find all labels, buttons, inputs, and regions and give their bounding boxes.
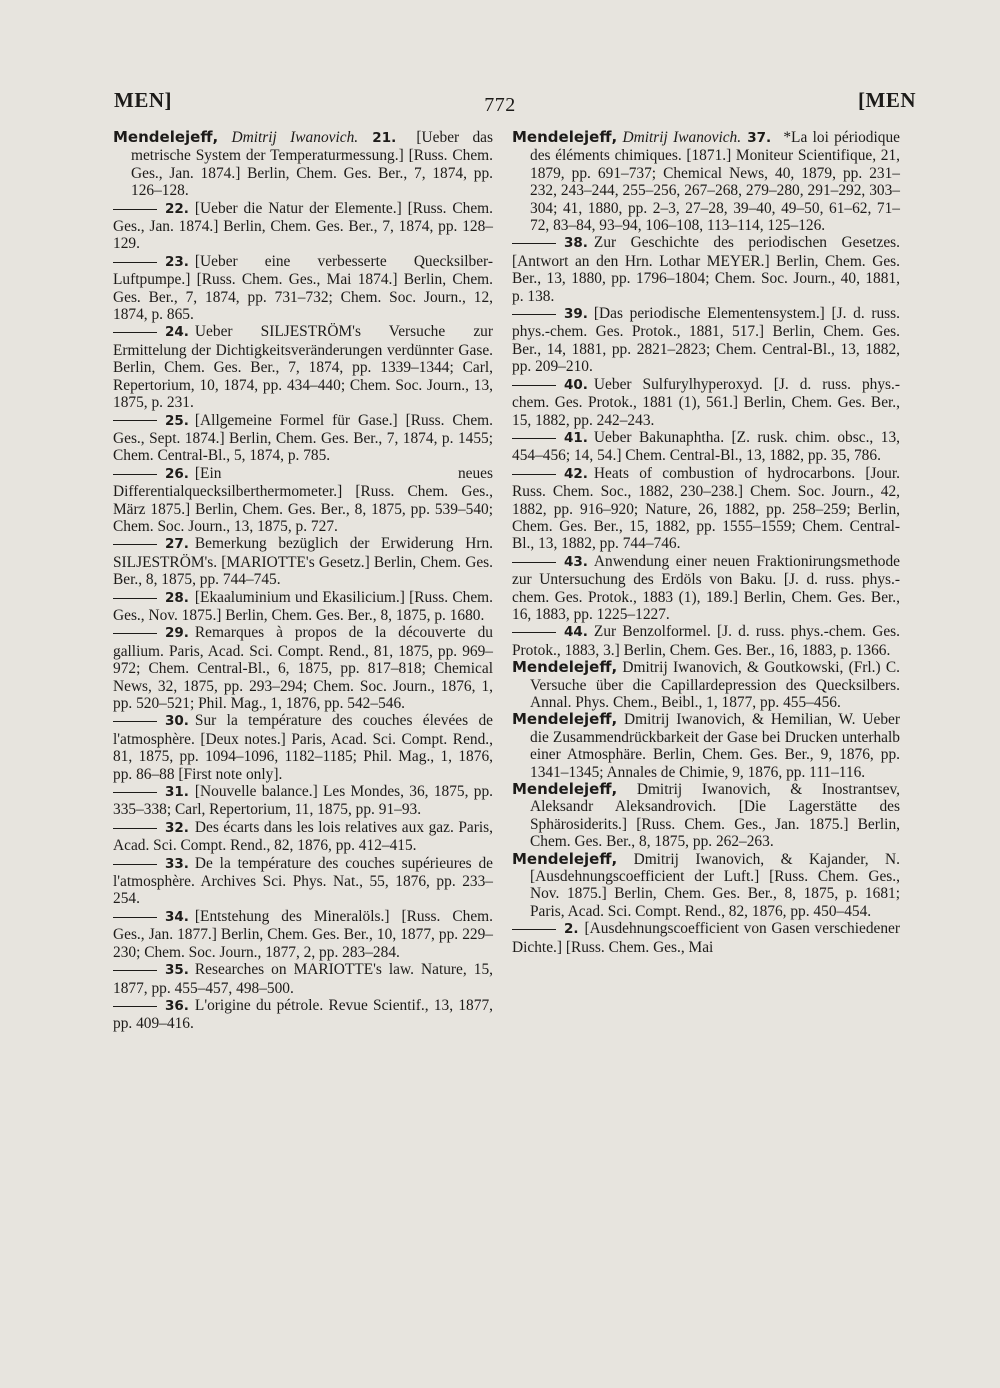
bibliography-entry xyxy=(512,429,900,465)
entry-text: [Allgemeine Formel für Gase.] [Russ. Chem. Ges., Sept. 1874.] Berlin, Chem. Ges. Ber., 7, 1874, p. 1455; Chem. Central-Bl., 5, 1874, p. 785. xyxy=(113,411,493,465)
bibliography-entry xyxy=(113,465,493,536)
entry-text: Anwendung einer neuen Fraktionirungsmethode zur Untersuchung des Erdöls von Baku. [J. d. russ. phys.-chem. Ges. Protok., 1883 (1), 189.] Berlin, Chem. Ges. Ber., 16, 1883, pp. 1225–1227. xyxy=(512,552,900,623)
entry-text: Dmitrij Iwanovich, & Goutkowski, (Frl.) C. Versuche über die Capillardepression des Quecksilbers. Annal. Phys. Chem., Beibl., 1, 1877, pp. 455–456. xyxy=(530,659,900,711)
entry-author: Mendelejeff, xyxy=(512,849,618,868)
bibliography-entry xyxy=(113,535,493,588)
bibliography-entry xyxy=(113,712,493,783)
entry-author: Mendelejeff, xyxy=(113,128,219,146)
entry-text: [Ekaaluminium und Ekasilicium.] [Russ. Chem. Ges., Nov. 1875.] Berlin, Chem. Ges. Ber., 8, 1875, p. 1680. xyxy=(113,588,493,624)
entry-text: [Das periodische Elementensystem.] [J. d. russ. phys.-chem. Ges. Protok., 1881, 517.] Berlin, Chem. Ges. Ber., 14, 1881, pp. 2821–2823; Chem. Central-Bl., 13, 1882, pp. 209–210. xyxy=(512,305,900,376)
ditto-dash xyxy=(113,633,157,634)
bibliography-entry xyxy=(512,376,900,429)
bibliography-entry xyxy=(113,819,493,855)
bibliography-entry xyxy=(512,129,900,234)
ditto-dash xyxy=(113,262,157,263)
entry-text: Remarques à propos de la découverte du gallium. Paris, Acad. Sci. Compt. Rend., 81, 1875, pp. 969–972; Chem. Central-Bl., 6, 1875, pp. 817–818; Chemical News, 32, 1875, pp. 293–294; Chem. Soc. Journ., 1876, 1, pp. 520–521; Phil. Mag., 1, 1876, pp. 542–546. xyxy=(113,624,493,712)
bibliography-entry xyxy=(113,961,493,997)
ditto-dash xyxy=(113,598,157,599)
ditto-dash xyxy=(512,562,556,563)
ditto-dash xyxy=(512,474,556,475)
entry-text: Ueber Sulfurylhyperoxyd. [J. d. russ. phys.-chem. Ges. Protok., 1881 (1), 561.] Berlin, Chem. Ges. Ber., 15, 1882, pp. 242–243. xyxy=(512,375,900,429)
bibliography-entry xyxy=(113,129,493,200)
entry-body: [Ueber das metrische System der Temperaturmessung.] [Russ. Chem. Ges., Jan. 1874.] Berlin, Chem. Ges. Ber., 7, 1874, pp. 126–128. xyxy=(131,129,493,200)
entry-number: 27. xyxy=(165,536,189,553)
ditto-dash xyxy=(512,632,556,633)
ditto-dash xyxy=(512,243,556,244)
entry-number: 32. xyxy=(165,819,189,836)
entry-text: Dmitrij Iwanovich, & Inostrantsev, Aleksandr Aleksandrovich. [Die Lagerstätte des Sphärosiderits.] [Russ. Chem. Ges., Jan. 1875.] Berlin, Chem. Ges. Ber., 8, 1875, pp. 262–263. xyxy=(530,781,900,851)
entry-number: 43. xyxy=(564,553,588,570)
bibliography-entry xyxy=(512,553,900,624)
entry-text: Researches on MARIOTTE's law. Nature, 15, 1877, pp. 455–457, 498–500. xyxy=(113,961,493,997)
entry-number: 37. xyxy=(741,130,778,146)
entry-number: 22. xyxy=(165,200,189,217)
bibliography-entry xyxy=(113,997,493,1033)
ditto-dash xyxy=(113,474,157,475)
bibliography-entry xyxy=(512,711,900,781)
ditto-dash xyxy=(113,1006,157,1007)
running-head-left: MEN] xyxy=(114,88,172,112)
entry-number: 38. xyxy=(564,235,588,252)
bibliography-entry xyxy=(512,781,900,851)
entry-number: 2. xyxy=(564,921,579,938)
entry-number: 29. xyxy=(165,625,189,642)
entry-author-names: Dmitrij Iwanovich. xyxy=(617,129,742,146)
entry-number: 23. xyxy=(165,253,189,270)
entry-number: 25. xyxy=(165,412,189,429)
entry-number: 24. xyxy=(165,324,189,341)
entry-author: Mendelejeff, xyxy=(512,128,618,146)
entry-text: [Ueber die Natur der Elemente.] [Russ. Chem. Ges., Jan. 1874.] Berlin, Chem. Ges. Ber., 7, 1874, pp. 128–129. xyxy=(113,199,493,253)
entry-number: 41. xyxy=(564,429,588,446)
entry-text: [Ein neues Differentialquecksilberthermometer.] [Russ. Chem. Ges., März 1875.] Berlin, Chem. Ges. Ber., 8, 1875, pp. 539–540; Chem. Soc. Journ., 13, 1875, p. 727. xyxy=(113,464,493,535)
ditto-dash xyxy=(113,721,157,722)
entry-number: 36. xyxy=(165,997,189,1014)
entry-text: [Ueber eine verbesserte Quecksilber-Luftpumpe.] [Russ. Chem. Ges., Mai 1874.] Berlin, Chem. Ges. Ber., 7, 1874, pp. 731–732; Chem. Soc. Journ., 12, 1874, p. 865. xyxy=(113,252,493,324)
ditto-dash xyxy=(512,438,556,439)
ditto-dash xyxy=(113,970,157,971)
bibliography-entry xyxy=(113,412,493,465)
entry-text: Ueber Bakunaphtha. [Z. rusk. chim. obsc., 13, 454–456; 14, 54.] Chem. Central-Bl., 13, 1882, pp. 35, 786. xyxy=(512,428,900,465)
entry-text: Dmitrij Iwanovich, & Kajander, N. [Ausdehnungscoefficient der Luft.] [Russ. Chem. Ges., Nov. 1875.] Berlin, Chem. Ges. Ber., 8, 1875, p. 1681; Paris, Acad. Sci. Compt. Rend., 82, 1876, pp. 450–454. xyxy=(530,850,900,920)
entry-number: 34. xyxy=(165,908,189,925)
entry-text: L'origine du pétrole. Revue Scientif., 13, 1877, pp. 409–416. xyxy=(113,996,493,1033)
entry-author: Mendelejeff, xyxy=(512,710,618,729)
entry-number: 44. xyxy=(564,624,588,641)
entry-text: Ueber SILJESTRÖM's Versuche zur Ermittelung der Dichtigkeitsveränderungen verdünnter Gase. Berlin, Chem. Ges. Ber., 7, 1874, pp. 1339–1344; Carl, Repertorium, 10, 1874, pp. 434–440; Chem. Soc. Journ., 13, 1875, p. 231. xyxy=(113,323,493,412)
entry-number: 33. xyxy=(165,855,189,872)
bibliography-entry xyxy=(512,851,900,921)
entry-number: 39. xyxy=(564,306,588,323)
ditto-dash xyxy=(512,314,556,315)
bibliography-entry xyxy=(113,908,493,961)
entry-number: 28. xyxy=(165,589,189,606)
entry-author-names: Dmitrij Iwanovich. xyxy=(218,129,359,146)
entry-text: Zur Geschichte des periodischen Gesetzes. [Antwort an den Hrn. Lothar MEYER.] Berlin, Chem. Ges. Ber., 13, 1880, pp. 1796–1804; Chem. Soc. Journ., 40, 1881, p. 138. xyxy=(512,234,900,305)
entry-text: [Ausdehnungscoefficient von Gasen verschiedener Dichte.] [Russ. Chem. Ges., Mai xyxy=(512,920,900,956)
bibliography-entry xyxy=(512,234,900,305)
ditto-dash xyxy=(113,828,157,829)
page-number: 772 xyxy=(484,94,516,116)
bibliography-entry xyxy=(113,200,493,253)
ditto-dash xyxy=(113,792,157,793)
bibliography-entry xyxy=(113,783,493,819)
entry-text: Zur Benzolformel. [J. d. russ. phys.-chem. Ges. Protok., 1883, 3.] Berlin, Chem. Ges. Ber., 16, 1883, p. 1366. xyxy=(512,623,900,659)
entry-text: [Entstehung des Mineralöls.] [Russ. Chem. Ges., Jan. 1877.] Berlin, Chem. Ges. Ber., 10, 1877, pp. 229–230; Chem. Soc. Journ., 1877, 2, pp. 283–284. xyxy=(113,907,493,961)
entry-number: 26. xyxy=(165,465,189,482)
entry-body: *La loi périodique des éléments chimiques. [1871.] Moniteur Scientifique, 21, 1879, pp. 691–737; Chemical News, 40, 1879, pp. 231–232, 243–244, 255–256, 267–268, 279–280, 291–292, 303–304; 41, 1880, pp. 2–3, 27–28, 39–40, 49–50, 61–62, 71–72, 83–84, 93–94, 106–108, 113–114, 125–126. xyxy=(530,129,900,235)
ditto-dash xyxy=(113,420,157,421)
entry-text: [Nouvelle balance.] Les Mondes, 36, 1875, pp. 335–338; Carl, Repertorium, 11, 1875, pp. 91–93. xyxy=(113,783,493,819)
entry-number: 42. xyxy=(564,465,588,482)
entry-number: 40. xyxy=(564,376,588,393)
bibliography-entry xyxy=(113,253,493,324)
entry-author: Mendelejeff, xyxy=(512,658,618,677)
entry-text: Dmitrij Iwanovich, & Hemilian, W. Ueber die Zusammendrückbarkeit der Gase bei Drucken unterhalb einer Atmosphäre. Berlin, Chem. Ges. Ber., 9, 1876, pp. 1341–1345; Annales de Chimie, 9, 1876, pp. 111–116. xyxy=(530,711,900,781)
entry-number: 30. xyxy=(165,713,189,730)
entry-author: Mendelejeff, xyxy=(512,780,618,799)
entry-text: De la température des couches supérieures de l'atmosphère. Archives Sci. Phys. Nat., 55, 1876, pp. 233–254. xyxy=(113,854,493,908)
entry-number: 35. xyxy=(165,962,189,979)
entry-text: Heats of combustion of hydrocarbons. [Jour. Russ. Chem. Soc., 1882, 230–238.] Chem. Soc. Journ., 42, 1882, pp. 916–920; Nature, 26, 1882, pp. 258–259; Berlin, Chem. Ges. Ber., 15, 1882, pp. 1555–1559; Chem. Central-Bl., 13, 1882, pp. 744–746. xyxy=(512,464,900,553)
entry-text: Des écarts dans les lois relatives aux gaz. Paris, Acad. Sci. Compt. Rend., 82, 1876, pp. 412–415. xyxy=(113,818,493,855)
bibliography-entry xyxy=(113,589,493,625)
ditto-dash xyxy=(113,864,157,865)
bibliography-entry xyxy=(512,465,900,553)
entry-text: Sur la température des couches élevées de l'atmosphère. [Deux notes.] Paris, Acad. Sci. Compt. Rend., 81, 1875, pp. 1094–1096, 1182–1185; Phil. Mag., 1, 1876, pp. 86–88 [First note only]. xyxy=(113,712,493,783)
ditto-dash xyxy=(512,385,556,386)
left-column xyxy=(113,129,493,1033)
bibliography-entry xyxy=(512,659,900,711)
bibliography-entry xyxy=(113,855,493,908)
ditto-dash xyxy=(512,929,556,930)
entry-number: 31. xyxy=(165,784,189,801)
entry-number: 21. xyxy=(358,130,411,146)
ditto-dash xyxy=(113,332,157,333)
bibliography-entry xyxy=(512,920,900,956)
right-column xyxy=(512,129,900,956)
bibliography-entry xyxy=(113,624,493,712)
ditto-dash xyxy=(113,544,157,545)
bibliography-entry xyxy=(512,623,900,659)
bibliography-entry xyxy=(113,323,493,411)
entry-text: Bemerkung bezüglich der Erwiderung Hrn. SILJESTRÖM's. [MARIOTTE's Gesetz.] Berlin, Chem. Ges. Ber., 8, 1875, pp. 744–745. xyxy=(113,535,493,589)
ditto-dash xyxy=(113,209,157,210)
bibliography-entry xyxy=(512,305,900,376)
running-head-right: [MEN xyxy=(858,88,916,112)
ditto-dash xyxy=(113,917,157,918)
